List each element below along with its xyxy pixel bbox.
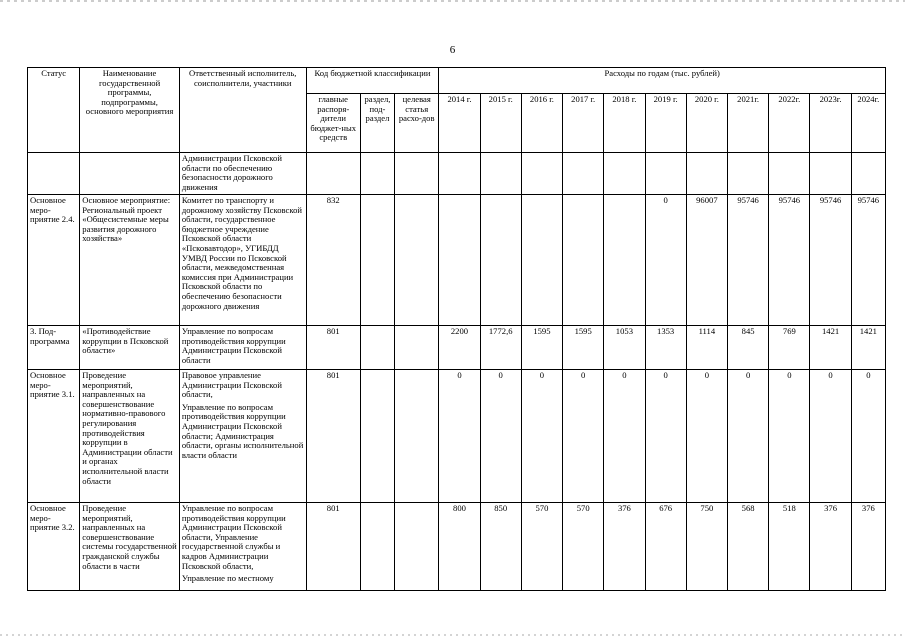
executor-text: Комитет по транспорту и дорожному хозяйству Псковской области, государственное бюджетное учреждение Псковской области «Псковавтодор», УГИБДД УМВД России по Псковской области, межведомственная комиссия при Администрации Псковской области по обеспечению безопасности дорожного движения [181, 195, 302, 311]
expense-value: 0 [727, 370, 768, 503]
expense-value: 376 [810, 503, 851, 591]
name-cell: Основное мероприятие: Региональный проект «Общесистемные меры развития дорожного хозяйства» [80, 195, 180, 326]
table-row [28, 370, 886, 503]
table-row [28, 326, 886, 370]
expense-value: 1421 [810, 326, 851, 370]
expense-value: 0 [563, 370, 604, 503]
expense-value: 676 [645, 503, 686, 591]
expense-value: 1053 [604, 326, 645, 370]
section-cell [360, 326, 394, 370]
expense-value: 0 [686, 370, 727, 503]
expense-value [563, 195, 604, 326]
expense-value: 1772,6 [480, 326, 521, 370]
expense-value: 570 [563, 503, 604, 591]
header-year: 2020 г. [686, 94, 727, 153]
header-year: 2016 г. [521, 94, 562, 153]
executor-text: Управление по вопросам противодействия коррупции Администрации Псковской области; Администрация области, органы исполнительной власти области [181, 401, 304, 460]
expense-value [604, 195, 645, 326]
expense-value: 1353 [645, 326, 686, 370]
executor-cell [179, 370, 306, 503]
executor-text: Управление по вопросам противодействия коррупции Администрации Псковской области [181, 326, 286, 365]
status-cell: Основное меро-приятие 3.1. [28, 370, 80, 503]
page-number: 6 [449, 44, 456, 56]
header-year: 2019 г. [645, 94, 686, 153]
expense-value: 376 [851, 503, 885, 591]
expense-value: 95746 [769, 195, 810, 326]
header-year: 2018 г. [604, 94, 645, 153]
expense-value: 570 [521, 503, 562, 591]
expense-value [563, 153, 604, 195]
expense-value: 0 [769, 370, 810, 503]
expense-value [727, 153, 768, 195]
expense-value: 769 [769, 326, 810, 370]
expense-value: 0 [439, 370, 480, 503]
expense-value: 568 [727, 503, 768, 591]
header-year: 2015 г. [480, 94, 521, 153]
expense-value: 518 [769, 503, 810, 591]
section-cell [360, 195, 394, 326]
expense-value: 1114 [686, 326, 727, 370]
expense-value: 0 [810, 370, 851, 503]
expense-value: 95746 [810, 195, 851, 326]
expense-value: 750 [686, 503, 727, 591]
expense-value [769, 153, 810, 195]
name-cell: «Противодействие коррупции в Псковской области» [80, 326, 180, 370]
grbs-cell: 832 [306, 195, 360, 326]
scan-edge-top [0, 0, 905, 2]
header-grbs: главные распоря-дители бюджет-ных средств [306, 94, 360, 153]
expense-value [480, 195, 521, 326]
header-executor: Ответственный исполнитель, соисполнители, участники [179, 68, 306, 153]
status-cell: Основное меро-приятие 3.2. [28, 503, 80, 591]
header-status: Статус [28, 68, 80, 153]
name-cell [80, 153, 180, 195]
expense-value: 376 [604, 503, 645, 591]
budget-table [27, 67, 886, 591]
expense-value: 0 [645, 370, 686, 503]
target-cell [395, 370, 439, 503]
expense-value [521, 153, 562, 195]
header-year: 2014 г. [439, 94, 480, 153]
table-row [28, 503, 886, 591]
grbs-cell [306, 153, 360, 195]
section-cell [360, 153, 394, 195]
header-budget-code: Код бюджетной классификации [306, 68, 439, 94]
expense-value [851, 153, 885, 195]
expense-value: 0 [645, 195, 686, 326]
table-row [28, 153, 886, 195]
executor-cell [179, 503, 306, 591]
target-cell [395, 195, 439, 326]
status-cell: 3. Под-программа [28, 326, 80, 370]
header-name: Наименование государственной программы, подпрограммы, основного мероприятия [80, 68, 180, 153]
expense-value [439, 195, 480, 326]
expense-value [604, 153, 645, 195]
name-cell: Проведение мероприятий, направленных на совершенствование нормативно-правового регулирования противодействия коррупции в Администрации области и органах исполнительной власти области [80, 370, 180, 503]
executor-text: Администрации Псковской области по обеспечению безопасности дорожного движения [181, 153, 282, 192]
target-cell [395, 503, 439, 591]
grbs-cell: 801 [306, 370, 360, 503]
header-year: 2021г. [727, 94, 768, 153]
expense-value [521, 195, 562, 326]
executor-text: Управление по вопросам противодействия коррупции Администрации Псковской области, Управление государственной службы и кадров Администрации Псковской области, [181, 503, 286, 571]
header-target: целевая статья расхо-дов [395, 94, 439, 153]
scan-edge-bottom [0, 634, 905, 636]
section-cell [360, 370, 394, 503]
executor-cell [179, 153, 306, 195]
expense-value: 0 [604, 370, 645, 503]
expense-value [686, 153, 727, 195]
target-cell [395, 153, 439, 195]
expense-value: 0 [480, 370, 521, 503]
section-cell [360, 503, 394, 591]
expense-value [810, 153, 851, 195]
executor-cell [179, 326, 306, 370]
target-cell [395, 326, 439, 370]
header-year: 2024г. [851, 94, 885, 153]
expense-value: 96007 [686, 195, 727, 326]
table-row [28, 195, 886, 326]
header-expenses: Расходы по годам (тыс. рублей) [439, 68, 886, 94]
grbs-cell: 801 [306, 503, 360, 591]
expense-value: 95746 [851, 195, 885, 326]
expense-value: 850 [480, 503, 521, 591]
expense-value: 800 [439, 503, 480, 591]
status-cell: Основное меро-приятие 2.4. [28, 195, 80, 326]
expense-value [645, 153, 686, 195]
expense-value [439, 153, 480, 195]
executor-cell [179, 195, 306, 326]
expense-value: 1595 [563, 326, 604, 370]
executor-text: Правовое управление Администрации Псковской области, [181, 370, 282, 400]
header-section: раздел, под-раздел [360, 94, 394, 153]
executor-text: Управление по местному [181, 573, 274, 584]
header-year: 2022г. [769, 94, 810, 153]
expense-value: 0 [521, 370, 562, 503]
name-cell: Проведение мероприятий, направленных на совершенствование системы государственной гражданской службы области в части [80, 503, 180, 591]
expense-value: 95746 [727, 195, 768, 326]
expense-value: 1421 [851, 326, 885, 370]
expense-value [480, 153, 521, 195]
expense-value: 2200 [439, 326, 480, 370]
header-year: 2017 г. [563, 94, 604, 153]
expense-value: 845 [727, 326, 768, 370]
grbs-cell: 801 [306, 326, 360, 370]
status-cell [28, 153, 80, 195]
expense-value: 1595 [521, 326, 562, 370]
header-year: 2023г. [810, 94, 851, 153]
expense-value: 0 [851, 370, 885, 503]
